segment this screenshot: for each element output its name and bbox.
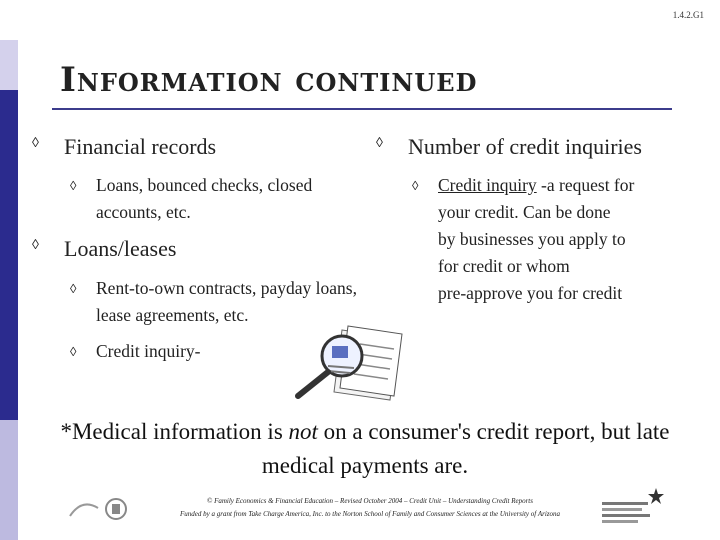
bullet-financial-records: ◊ Financial records [32,134,217,159]
diamond-icon: ◊ [412,178,419,193]
diamond-icon: ◊ [70,344,77,359]
slide-number: 1.4.2.G1 [672,10,704,20]
diamond-icon: ◊ [70,281,77,296]
sub-loans-bounced: ◊ Loans, bounced checks, closed accounts, etc. [96,172,376,226]
diamond-icon: ◊ [32,136,39,151]
take-charge-america-logo [64,494,134,524]
diamond-icon: ◊ [376,136,383,151]
bullet-number-credit-inquiries: ◊ Number of credit inquiries [376,134,642,159]
diamond-icon: ◊ [32,238,39,253]
medical-information-note: *Medical information is not on a consumer's credit report, but late medical payments are. [60,419,670,478]
university-of-arizona-logo [598,488,668,528]
sub-rent-to-own: ◊ Rent-to-own contracts, payday loans, lease agreements, etc. [96,275,376,329]
bullet-loans-leases: ◊ Loans/leases [32,236,177,261]
diamond-icon: ◊ [70,178,77,193]
sub-credit-inquiry: ◊ Credit inquiry- [96,338,316,365]
magnifier-document-icon [290,322,410,402]
footer-credits: © Family Economics & Financial Education – Revised October 2004 – Credit Unit – Understanding Credit Reports Funded by a grant from Take Charge America, Inc. to the Norton School of Family and Consumer Sciences at the University of Arizona [179,497,561,518]
sub-credit-inquiry-definition: ◊ Credit inquiry -a request for your credit. Can be done by businesses you apply to for credit or whom pre-approve you for credit [438,172,703,307]
page-title: Information continued [60,60,478,100]
left-sidebar-bar [0,0,18,540]
title-rule [52,108,672,110]
